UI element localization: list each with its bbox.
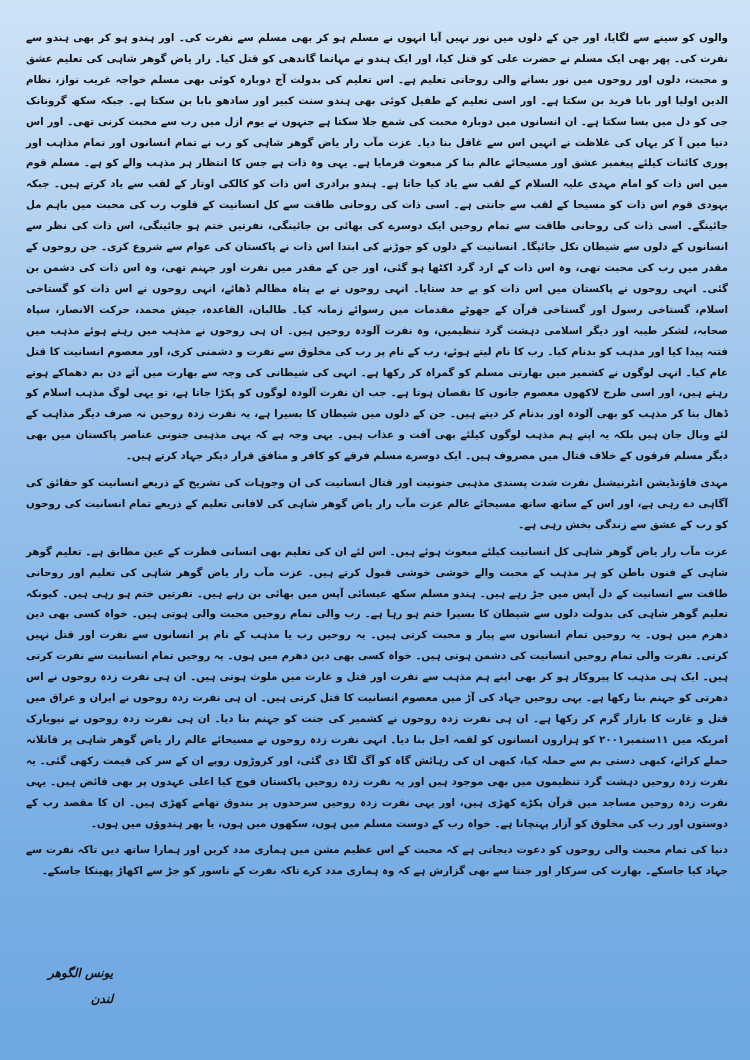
paragraph-3: عزت مآب رار یاض گوھر شاہی کل انسانیت کیلئے مبعوث ہوئے ہیں۔ اس لئے ان کی تعلیم بھی انسانی فطرت کے عین مطابق ہے۔ تعلیم گوھر شاہی کے فنون باطن کو ہر مذہب کے محبت والے خوشی خوشی قبول کرتے ہیں۔ عزت مآب رار یاض گوھر شاہی کی تعلیم اور روحانی طاقت سے انسانیت کے دل آپس میں جڑ رہے ہیں۔ ہندو مسلم سکھ عیسائی آپس میں بھائی بن رہے ہیں۔ نفرتیں ختم ہو رہی ہیں۔ کیونکہ تعلیم گوھر شاہی کی بدولت دلوں سے شیطان کا بسیرا ختم ہو رہا ہے۔ رب والی تمام روحیں محبت والی ہوتی ہیں۔ خواہ کسی بھی دین دھرم میں ہوں۔ یہ روحیں تمام انسانوں سے پیار و محبت کرتی ہیں۔ یہ روحیں رب یا مذہب کے نام پر انسانوں سے نفرت اور قتل نہیں کرتی۔ نفرت والی تمام روحیں انسانیت کی دشمن ہوتی ہیں۔ خواہ کسی بھی دین دھرم میں ہوں۔ یہ روحیں تمام انسانیت سے نفرت کرتی ہیں۔ ایک ہی مذہب کا پیروکار ہو کر بھی اپنے ہم مذہب سے نفرت اور قتل و غارت میں ملوث ہوتی ہیں۔ ان ہی نفرت زدہ روحوں نے اس دھرتی کو جہنم بنا رکھا ہے۔ یہی روحیں جہاد کی آڑ میں معصوم انسانیت کا قتل کرتی ہیں۔ ان ہی نفرت زدہ روحوں نے ایران و عراق میں قتل و غارت کا بازار گرم کر رکھا ہے۔ ان ہی نفرت زدہ روحوں نے کشمیر کی جنت کو جہنم بنا دیا۔ ان ہی نفرت زدہ روحوں نے نیویارک امریکہ میں ١١ستمبر٢٠٠١ کو ہزاروں انسانوں کو لقمہ اجل بنا دیا۔ انہی نفرت زدہ روحوں نے مسیحائے عالم رار یاض گوھر شاہی پر قاتلانہ حملے کرائے، کبھی دستی بم سے حملہ کیا، کبھی ان کی رہائش گاہ کو آگ لگا دی گئی، اور کروڑوں روپے ان کے سر کی قیمت رکھی گئی۔ یہ نفرت زدہ روحیں دہشت گرد تنظیموں میں بھی موجود ہیں اور یہ نفرت زدہ روحیں پاکستان فوج کیا اعلی عہدوں پر بھی فائض ہیں۔ یہی نفرت زدہ روحیں مساجد میں قرآن پکڑے کھڑی ہیں، اور یہی نفرت زدہ روحیں سرحدوں پر بندوق تھامے کھڑی ہیں۔ ان کا مقصد رب کے دوستوں اور رب کی مخلوق کو آزار پہنچانا ہے۔ خواہ رب کے دوست مسلم میں ہوں، سکھوں میں ہوں، یا پھر ہندوؤں میں ہوں۔ — [26, 545, 728, 830]
author-name: یونس الگوھر — [48, 966, 114, 980]
paragraph-2: مہدی فاؤنڈیشن انٹرنیشنل نفرت شدت پسندی مذہبی جنونیت اور قتال انسانیت کی ان وجوہات کی تشریح کے ذریعے انسانیت کو حقائق کی آگاہی دے رہی ہے، اور اس کے ساتھ ساتھ مسیحائے عالم عزت مآب رار یاض گوھر شاہی کی لافانی تعلیم کے ذریعے تمام انسانیت کی روحوں کو رب کے عشق سے زندگی بخش رہی ہے۔ — [26, 477, 728, 531]
signature-block — [48, 960, 113, 1012]
article-body — [26, 28, 728, 882]
paragraph-4: دنیا کی تمام محبت والی روحوں کو دعوت دیجاتی ہے کہ محبت کے اس عظیم مشن میں ہماری مدد کریں اور ہمارا ساتھ دیں تاکہ نفرت سے جہاد کیا جاسکے۔ بھارت کی سرکار اور جنتا سے بھی گزارش ہے کہ وہ ہماری مدد کرے تاکہ نفرت کے ناسور کو جڑ سے اکھاڑ پھینکا جاسکے۔ — [26, 844, 728, 878]
author-location: لندن — [90, 992, 114, 1006]
paragraph-1: والوں کو سینے سے لگایا، اور جن کے دلوں میں نور نہیں آیا انہوں نے مسلم ہو کر بھی مسلم سے نفرت کی۔ اور ہندو ہو کر بھی ہندو سے نفرت کی۔ پھر بھی ایک مسلم نے حضرت علی کو قتل کیا، اور ایک ہندو نے مہاتما گاندھی کو قتل کیا۔ رار یاض گوھر شاہی کی تعلیم عشق و محبت، دلوں اور روحوں میں نور بسانے والی روحانی تعلیم ہے۔ اس تعلیم کی بدولت آج دوبارہ کوئی بھی مسلم خواجہ غریب نواز، نظام الدین اولیا اور بابا فرید بن سکتا ہے۔ اور اسی تعلیم کے طفیل کوئی بھی ہندو سنت کبیر اور سادھو بابا بن سکتا ہے۔ جبکہ سکھ گرونانک جی کو دل میں بسا سکتا ہے۔ ان انسانوں میں دوبارہ محبت کی شمع جلا سکتا ہے جنہوں نے یوم ازل میں رب سے محبت کرنی تھی۔ اور اس دنیا میں آ کر یہاں کی غلاظت نے انہیں اس سے غافل بنا دیا۔ عزت مآب رار یاض گوھر شاہی کو رب نے تمام انسانوں اور تمام مذاہب اور پوری کائنات کیلئے پیغمبر عشق اور مسیحائے عالم بنا کر مبعوث فرمایا ہے۔ یہی وہ ذات ہے جس کا انتظار ہر مذہب والے کو ہے۔ مسلم قوم میں اس ذات کو امام مہدی علیہ السلام کے لقب سے یاد کیا جاتا ہے۔ ہندو برادری اس ذات کو کالکی اوتار کے لقب سے یاد کرتے ہیں۔ جبکہ یہودی قوم اس ذات کو مسیحا کے لقب سے جانتی ہے۔ اسی ذات کی روحانی طاقت سے کل انسانیت کے قلوب رب کی محبت میں باہم مل جائینگے۔ اسی ذات کی روحانی طاقت سے تمام روحیں ایک دوسرے کی بھائی بن جائینگی، نفرتیں ختم ہو جائینگی، اس ذات کی نظر سے انسانوں کے دلوں سے شیطان نکل جائیگا۔ انسانیت کے دلوں کو جوڑنے کی ابتدا اس ذات نے پاکستان کی عوام سے شروع کری۔ جن روحوں کے مقدر میں رب کی محبت تھی، وہ اس ذات کے ارد گرد اکٹھا ہو گئی، اور جن کے مقدر میں نفرت اور جہنم تھی، وہ اس ذات کی دشمن بن گئی۔ انہی روحوں نے پاکستان میں اس ذات کو بے حد ستایا۔ انہی روحوں نے بے پناہ مظالم ڈھائے، انہی روحوں نے اس ذات کو گستاخی اسلام، گستاخی رسول اور گستاخی قرآن کے جھوٹے مقدمات میں رسوائے زمانہ کیا۔ طالبان، القاعدہ، جیش محمد، حرکت الانصار، سپاہ صحابہ، لشکر طیبہ اور دیگر اسلامی دہشت گرد تنظیمیں، وہ نفرت آلودہ روحیں ہیں۔ ان ہی روحوں نے مذہب میں رہتے ہوئے مذہب میں فتنہ پیدا کیا اور مذہب کو بدنام کیا۔ رب کا نام لیتے ہوئے، رب کے نام پر رب کی مخلوق سے نفرت و دشمنی کری، اور معصوم انسانیت کا قتل عام کیا۔ انہی لوگوں نے کشمیر میں بھارتی مسلم کو گمراہ کر رکھا ہے۔ انہی کی شیطانی کی وجہ سے بھارت میں آئے دن بم دھماکے ہوتے رہتے ہیں، اور اسی طرح لاکھوں معصوم جانوں کا نقصان ہوتا ہے۔ جب ان نفرت آلودہ لوگوں کو پکڑا جاتا ہے، تو یہی لوگ مذہب اسلام کو ڈھال بنا کر مذہب کو بھی آلودہ اور بدنام کر دیتے ہیں۔ جن کے دلوں میں شیطان کا بسیرا ہے، یہ نفرت زدہ روحیں نہ صرف دیگر مذاہب کے لئے وبال جان ہیں بلکہ یہ اپنے ہم مذہب لوگوں کیلئے بھی آفت و عذاب ہیں۔ یہی وجہ ہے کہ یہی مذہبی جنونی عناصر پاکستان میں بھی دیگر مسلم فرقوں کے خلاف قتال میں مصروف ہیں۔ ایک دوسرے مسلم فرقے کو کافر و منافق قرار دیکر جہاد کرتے ہیں۔ — [26, 32, 728, 463]
